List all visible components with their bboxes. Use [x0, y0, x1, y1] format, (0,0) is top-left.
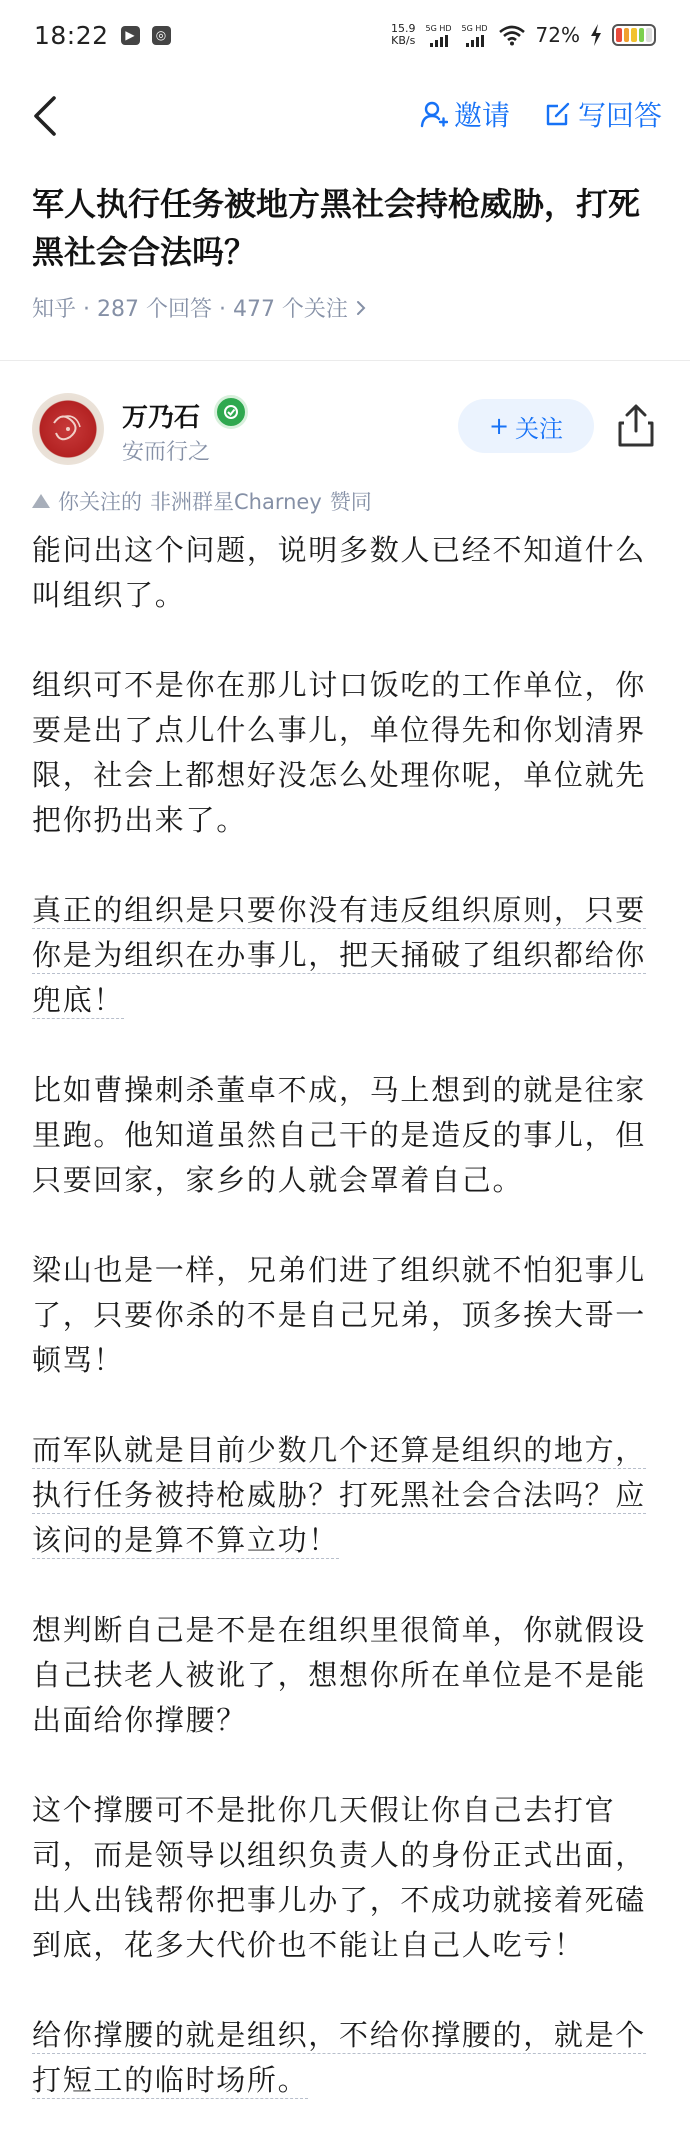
- paragraph: 能问出这个问题，说明多数人已经不知道什么叫组织了。: [32, 533, 647, 612]
- top-nav: [0, 80, 690, 152]
- write-answer-label: 写回答: [577, 99, 662, 132]
- sim2-label: 5G HD: [461, 23, 488, 33]
- author-bio: 安而行之: [122, 440, 211, 465]
- avatar-seal-icon: [32, 393, 104, 465]
- author-name[interactable]: 万乃石: [122, 403, 201, 433]
- liked-by-name[interactable]: 非洲群星Charney: [150, 490, 322, 514]
- battery-icon: [612, 24, 656, 46]
- answer-content: [32, 528, 662, 2129]
- follow-label: 关注: [515, 414, 564, 443]
- upvote-icon: [32, 494, 50, 508]
- divider: [0, 360, 690, 361]
- paragraph: 梁山也是一样，兄弟们进了组织就不怕犯事儿了，只要你杀的不是自己兄弟，顶多挨大哥一顿骂！: [32, 1253, 647, 1377]
- liked-by-prefix: 你关注的: [58, 490, 142, 514]
- back-icon[interactable]: [26, 92, 66, 140]
- invite-button[interactable]: [420, 94, 510, 134]
- liked-by-suffix: 赞同: [329, 490, 372, 514]
- plus-icon: +: [488, 412, 510, 440]
- net-speed-unit: KB/s: [391, 34, 416, 47]
- write-answer-button[interactable]: [544, 94, 662, 134]
- paragraph: 比如曹操刺杀董卓不成，马上想到的就是往家里跑。他知道虽然自己干的是造反的事儿，但只要回家，家乡的人就会罩着自己。: [32, 1073, 647, 1197]
- liked-by-notice: [32, 486, 372, 516]
- net-speed-value: 15.9: [391, 22, 416, 35]
- app-icon: ◎: [152, 26, 171, 45]
- follow-button[interactable]: [458, 399, 594, 453]
- question-title[interactable]: 军人执行任务被地方黑社会持枪威胁，打死黑社会合法吗？: [32, 185, 641, 271]
- question-meta[interactable]: [32, 292, 368, 323]
- signal-icon: [462, 24, 488, 47]
- paragraph: 组织可不是你在那儿讨口饭吃的工作单位，你要是出了点儿什么事儿，单位得先和你划清界限，社会上都想好没怎么处理你呢，单位就先把你扔出来了。: [32, 668, 647, 837]
- header-actions: [420, 94, 662, 134]
- author-row: [32, 393, 662, 473]
- paragraph: 给你撑腰的就是组织，不给你撑腰的，就是个打短工的临时场所。: [32, 2018, 647, 2097]
- invite-user-icon: [420, 100, 448, 128]
- sim1-label: 5G HD: [425, 23, 452, 33]
- chevron-right-icon: [354, 298, 368, 318]
- paragraph: 真正的组织是只要你没有违反组织原则，只要你是为组织在办事儿，把天捅破了组织都给你兜底！: [32, 893, 647, 1017]
- battery-percent: 72%: [535, 23, 580, 47]
- status-bar: [0, 0, 690, 70]
- charging-icon: [590, 24, 602, 46]
- paragraph: 想判断自己是不是在组织里很简单，你就假设自己扶老人被讹了，想想你所在单位是不是能出面给你撑腰？: [32, 1613, 647, 1737]
- avatar[interactable]: [32, 393, 104, 465]
- notification-icon: ▶: [121, 26, 140, 45]
- edit-icon: [544, 100, 572, 128]
- question-meta-text: 知乎 · 287 个回答 · 477 个关注: [32, 297, 348, 322]
- wifi-icon: [498, 24, 526, 46]
- status-indicators: [391, 23, 656, 47]
- paragraph: 这个撑腰可不是批你几天假让你自己去打官司，而是领导以组织负责人的身份正式出面，出人出钱帮你把事儿办了，不成功就接着死磕到底，花多大代价也不能让自己人吃亏！: [32, 1793, 647, 1962]
- share-icon[interactable]: [616, 403, 656, 449]
- invite-label: 邀请: [453, 99, 510, 132]
- signal-icon: [426, 24, 452, 47]
- status-time: 18:22: [34, 20, 109, 50]
- verified-badge-icon: [214, 395, 248, 429]
- paragraph: 而军队就是目前少数几个还算是组织的地方，执行任务被持枪威胁？打死黑社会合法吗？应该问的是算不算立功！: [32, 1433, 647, 1557]
- net-speed: [391, 23, 416, 47]
